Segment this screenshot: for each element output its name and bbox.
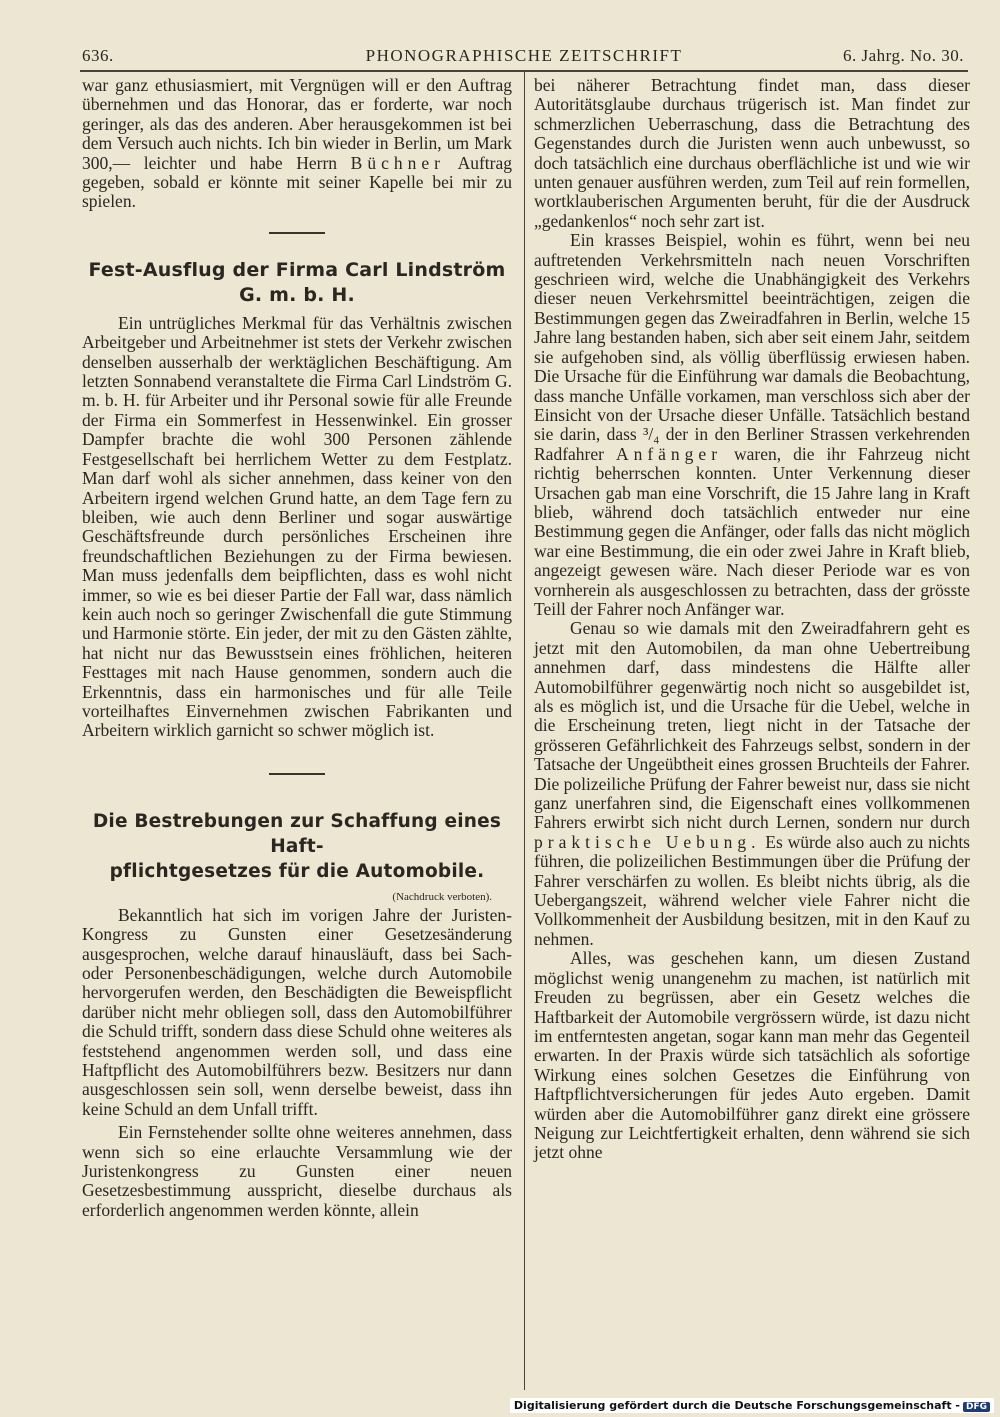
column-divider: [524, 72, 525, 1390]
title-line: pflichtgesetzes für die Automobile.: [109, 860, 485, 882]
article-paragraph: Alles, was geschehen kann, um diesen Zustand möglichst wenig unangenehm zu machen, ist natürlich mit Freuden zu begrüssen, aber ein Gesetz welches die Haftbarkeit der Automobile vergrössern würde, ist dazu nicht im entferntesten angetan, sogar kann man mehr das Gegenteil erwarten. In der Praxis würde sich tatsächlich als sofortige Wirkung eines solchen Gesetzes die Einführung von Haftpflichtversicherungen für jedes Auto ergeben. Damit würden aber die Automobilführer ganz direkt eine grössere Neigung zur Leichtfertigkeit erhalten, denn während sie sich jetzt ohne: [534, 948, 970, 1163]
digitization-footer: [510, 1398, 994, 1413]
paragraph-text: waren, die ihr Fahrzeug nicht richtig beherrschen konnten. Unter Verkennung dieser Ursachen gab man eine Vorschrift, die 15 Jahre lang in Kraft blieb, während doch tatsächlich entweder nur eine Bestimmung gegen die Anfänger, oder falls das nicht möglich war eine Bestimmung, die ein oder zwei Jahre in Kraft blieb, angezeigt gewesen wäre. Nach dieser Periode war es von vornherein als ausgeschlossen zu betrachten, dass der grösste Teill der Fahrer noch Anfänger war.: [534, 443, 970, 619]
title-line: G. m. b. H.: [239, 283, 355, 306]
intro-paragraph: [82, 76, 512, 212]
article-paragraph: bei näherer Betrachtung findet man, dass dieser Autoritätsglaube durchaus trügerisch ist. Man findet zur schmerzlichen Ueberraschung, dass die Betrachtung des Gegenstandes durch die Juristen wenn auch unbewusst, so doch tatsächlich eine durchaus oberflächliche ist und wie wir unten genauer ausführen werden, zum Teil auf rein formellen, wortklauberischen Argumenten beruht, für die der Ausdruck „gedankenlos“ noch sehr zart ist.: [534, 75, 970, 231]
reprint-note: (Nachdruck verboten).: [392, 890, 492, 903]
intro-tail: Auftrag gegeben, sobald er könnte mit seiner Kapelle bei mir zu spielen.: [82, 152, 512, 212]
left-column: [82, 76, 512, 1220]
article-paragraph: [534, 619, 970, 949]
article-paragraph: Ein untrügliches Merkmal für das Verhältnis zwischen Arbeitgeber und Arbeitnehmer ist stets der Verkehr zwischen denselben ausserhalb der werktäglichen Beschäftigung. Am letzten Sonnabend veranstaltete die Firma Carl Lindström G. m. b. H. für Arbeiter und ihr Personal sowie für alle Freunde der Firma ein Sommerfest in Hessenwinkel. Ein grosser Dampfer brachte die wohl 300 Personen zählende Festgesellschaft bei herrlichem Wetter zu dem Festplatz. Man darf wohl als sicher annehmen, dass keiner von den Arbeitern irgend welchen Grund hatte, an dem Tage fern zu bleiben, wie auch denn Berliner und sogar auswärtige Geschäftsfreunde durch persönliches Erscheinen ihre freundschaftlichen Beziehungen zu der Firma bewiesen. Man muss jedenfalls dem beipflichten, dass es wohl nicht immer, so wie es bei dieser Partie der Fall war, dass nämlich kein auch noch so geringer Zwischenfall die gute Stimmung und Harmonie störte. Ein jeder, der mit zu den Gästen zählte, hat nicht nur das Bewusstsein eines fröhlichen, heiteren Festtages mit nach Hause genommen, sondern auch die Erkenntnis, dass ein harmonisches und für alle Teile vorteilhaftes Einvernehmen zwischen Fabrikanten und Arbeitern wirklich garnicht so schwer möglich ist.: [82, 312, 512, 741]
footer-text: Digitalisierung gefördert durch die Deutsche Forschungsgemeinschaft -: [513, 1399, 960, 1412]
dfg-logo: DFG: [963, 1402, 990, 1412]
paragraph-text: Ein krasses Beispiel, wohin es führt, wenn bei neu auftretenden Verkehrsmitteln nach neuen Vorschriften geschrieen wird, welche die Unabhängigkeit des Verkehrs dieser neuen Verkehrsmittel beeinträchtigen, zeigen die Bestimmungen gegen das Zweiradfahren in Berlin, welche 15 Jahre lang bestanden haben, sich aber seit einem Jahr, seitdem sie aufgehoben sind, als völlig überflüssig erwiesen haben. Die Ursache für die Einführung war damals die Beobachtung, dass manche Unfälle vorkamen, man verschloss sich aber der Einsicht von der Ursache dieser Unfälle. Tatsächlich bestand sie darin, dass ³/₄ der in den Berliner Strassen verkehrenden Radfahrer: [534, 230, 970, 464]
right-column: [534, 76, 970, 1163]
intro-name: Büchner: [350, 152, 445, 173]
section-rule: [269, 232, 325, 234]
article-paragraph: Ein Fernstehender sollte ohne weiteres annehmen, dass wenn sich so eine erlauchte Versammlung wie der Juristenkongress zu Gunsten einer neuen Gesetzesbestimmung ausspricht, dieselbe durchaus als erforderlich angenommen werden könnte, allein: [82, 1122, 512, 1220]
running-header: [80, 40, 968, 72]
article-paragraph: [534, 231, 970, 619]
paragraph-text: Es würde also auch zu nichts führen, die polizeilichen Bestimmungen über die Prüfung der Fahrer verschärfen zu wollen. Es bleibt nichts übrig, als die Uebergangszeit, während welcher viele Fahrer nicht die Vollkommenheit der Ausbildung besitzen, mit in den Kauf zu nehmen.: [534, 831, 970, 949]
page-number: 636.: [82, 46, 114, 65]
intro-text: war ganz ethusiasmiert, mit Vergnügen will er den Auftrag übernehmen und das Honorar, das er forderte, war noch geringer, als das des anderen. Aber herausgekommen ist bei dem Versuch auch nichts. Ich bin wieder in Berlin, um Mark 300,— leichter und habe Herrn: [82, 75, 512, 173]
paragraph-text: Genau so wie damals mit den Zweiradfahrern geht es jetzt mit den Automobilen, da man ohne Uebertreibung annehmen darf, dass mindestens die Hälfte aller Automobilführer gegenwärtig noch nicht so ausgebildet ist, als es möglich ist, und die Ursache für die Uebel, welche in die Erscheinung treten, liegt nicht in der Tatsache der grösseren Gefährlichkeit des Fahrzeugs selbst, sondern in der Tatsache der Ungeübtheit eines grossen Bruchteils der Fahrer. Die polizeiliche Prüfung der Fahrer beweist nur, dass sie nicht ganz unerfahren sind, die Eigenschaft eines vollkommenen Fahrers erwirbt sich nicht durch Lernen, sondern nur durch: [534, 618, 970, 833]
emphasized-word: Anfänger: [615, 443, 723, 464]
title-line: Fest-Ausflug der Firma Carl Lindström: [88, 258, 506, 281]
article-title-fest-ausflug: [82, 258, 512, 308]
article-paragraph: Bekanntlich hat sich im vorigen Jahre der Juristen-Kongress zu Gunsten einer Gesetzesänderung ausgesprochen, welche darauf hinausläuft, dass bei Sach- oder Personenbeschädigungen, welche durch Automobile hervorgerufen werden, den Beschädigten die Beweispflicht darüber nicht mehr obliegen soll, dass den Automobilführer die Schuld trifft, sondern dass diese Schuld ohne weiteres als feststehend angenommen werden soll, und dass eine Haftpflicht des Automobilführers bezw. Besitzers nur dann ausgeschlossen sein soll, wenn derselbe beweist, dass ihn keine Schuld an dem Unfall trifft.: [82, 904, 512, 1119]
article-title-haftpflicht: [82, 809, 512, 884]
emphasized-word: praktische Uebung.: [534, 831, 761, 852]
journal-title: PHONOGRAPHISCHE ZEITSCHRIFT: [365, 46, 683, 65]
section-rule: [269, 773, 325, 775]
title-line: Die Bestrebungen zur Schaffung eines Haft-: [92, 810, 502, 857]
issue-label: 6. Jahrg. No. 30.: [842, 46, 964, 65]
